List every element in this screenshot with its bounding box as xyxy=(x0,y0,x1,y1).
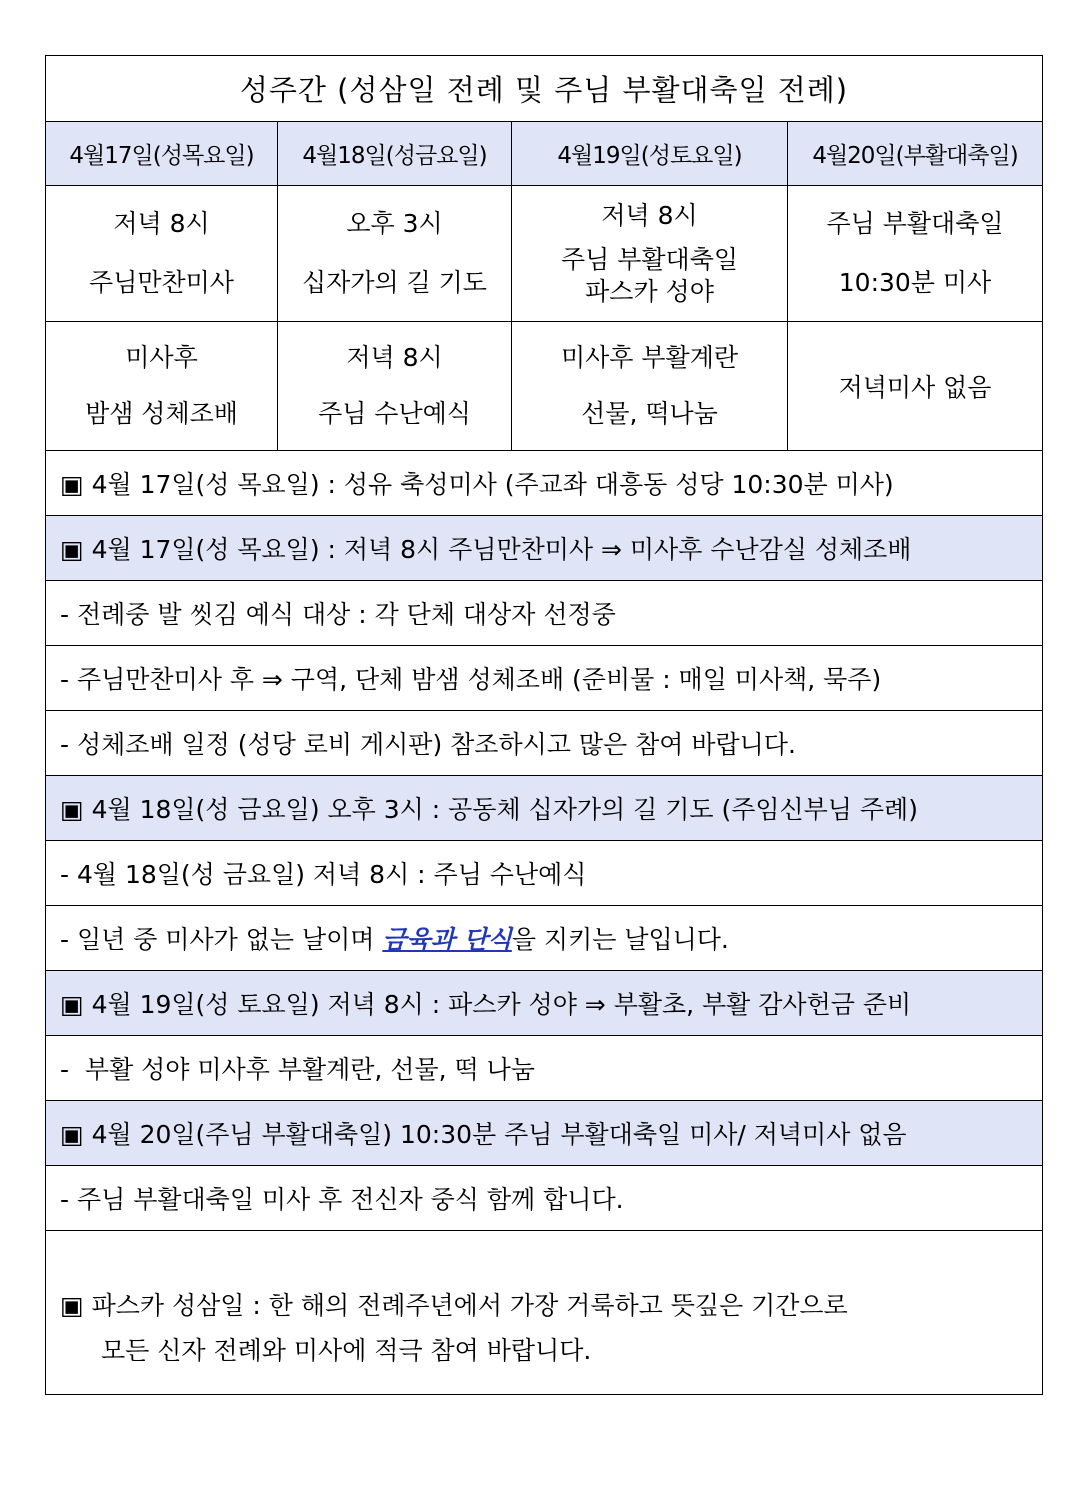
header-friday: 4월18일(성금요일) xyxy=(278,122,512,186)
notice-foot-washing: - 전례중 발 씻김 예식 대상 : 각 단체 대상자 선정중 xyxy=(46,581,1042,646)
cell-easter-no-evening xyxy=(788,322,1042,451)
header-easter: 4월20일(부활대축일) xyxy=(788,122,1042,186)
notice-thursday-evening: ▣ 4월 17일(성 목요일) : 저녁 8시 주님만찬미사 ⇒ 미사후 수난감실 성체조배 xyxy=(46,516,1042,581)
notice-easter-lunch: - 주님 부활대축일 미사 후 전신자 중식 함께 합니다. xyxy=(46,1166,1042,1231)
notice-night-adoration: - 주님만찬미사 후 ⇒ 구역, 단체 밤샘 성체조배 (준비물 : 매일 미사책, 묵주) xyxy=(46,646,1042,711)
schedule-table xyxy=(46,122,1042,451)
cell-text: 저녁 8시 xyxy=(346,343,443,372)
cell-subgroup xyxy=(561,244,738,308)
cell-text: 주님 부활대축일 xyxy=(561,244,738,274)
closing-line-1: ▣ 파스카 성삼일 : 한 해의 전례주년에서 가장 거룩하고 뜻깊은 기간으로 xyxy=(60,1291,848,1320)
cell-text: 주님 부활대축일 xyxy=(826,208,1004,238)
notice-adoration-schedule: - 성체조배 일정 (성당 로비 게시판) 참조하시고 많은 참여 바랍니다. xyxy=(46,711,1042,776)
cell-text: 파스카 성야 xyxy=(585,276,714,306)
cell-text: 십자가의 길 기도 xyxy=(302,268,487,298)
notice-friday-stations: ▣ 4월 18일(성 금요일) 오후 3시 : 공동체 십자가의 길 기도 (주임신부님 주례) xyxy=(46,776,1042,841)
cell-saturday-vigil xyxy=(512,186,788,322)
fasting-emphasis: 금육과 단식 xyxy=(382,925,512,954)
cell-thursday-adoration xyxy=(46,322,278,451)
document-title: 성주간 (성삼일 전례 및 주님 부활대축일 전례) xyxy=(46,56,1042,122)
closing-notice xyxy=(46,1231,1042,1394)
cell-text: 주님만찬미사 xyxy=(89,268,234,298)
cell-text: 저녁미사 없음 xyxy=(838,373,992,402)
cell-text: 주님 수난예식 xyxy=(318,399,471,428)
notice-vigil-sharing: - 부활 성야 미사후 부활계란, 선물, 떡 나눔 xyxy=(46,1036,1042,1101)
header-thursday: 4월17일(성목요일) xyxy=(46,122,278,186)
cell-friday-passion xyxy=(278,322,512,451)
cell-text: 저녁 8시 xyxy=(601,201,698,231)
notice-text: - 일년 중 미사가 없는 날이며 xyxy=(60,925,383,954)
notice-chrism-mass: ▣ 4월 17일(성 목요일) : 성유 축성미사 (주교좌 대흥동 성당 10:30분 미사) xyxy=(46,451,1042,516)
cell-text: 미사후 xyxy=(125,343,198,372)
cell-text: 밤샘 성체조배 xyxy=(85,399,238,428)
closing-line-2: 모든 신자 전례와 미사에 적극 참여 바랍니다. xyxy=(101,1336,592,1365)
liturgy-document xyxy=(45,55,1043,1395)
cell-text: 미사후 부활계란 xyxy=(561,343,738,372)
notice-fasting xyxy=(46,906,1042,971)
cell-text: 저녁 8시 xyxy=(113,208,210,238)
notice-easter-mass: ▣ 4월 20일(주님 부활대축일) 10:30분 주님 부활대축일 미사/ 저녁미사 없음 xyxy=(46,1101,1042,1166)
notice-text: 을 지키는 날입니다. xyxy=(511,925,729,954)
notice-friday-passion: - 4월 18일(성 금요일) 저녁 8시 : 주님 수난예식 xyxy=(46,841,1042,906)
notice-saturday-vigil: ▣ 4월 19일(성 토요일) 저녁 8시 : 파스카 성야 ⇒ 부활초, 부활 감사헌금 준비 xyxy=(46,971,1042,1036)
cell-thursday-mass xyxy=(46,186,278,322)
cell-text: 10:30분 미사 xyxy=(838,268,992,298)
header-saturday: 4월19일(성토요일) xyxy=(512,122,788,186)
cell-text: 선물, 떡나눔 xyxy=(581,399,718,428)
cell-text: 오후 3시 xyxy=(346,208,443,238)
cell-easter-mass xyxy=(788,186,1042,322)
cell-saturday-gifts xyxy=(512,322,788,451)
cell-friday-stations xyxy=(278,186,512,322)
